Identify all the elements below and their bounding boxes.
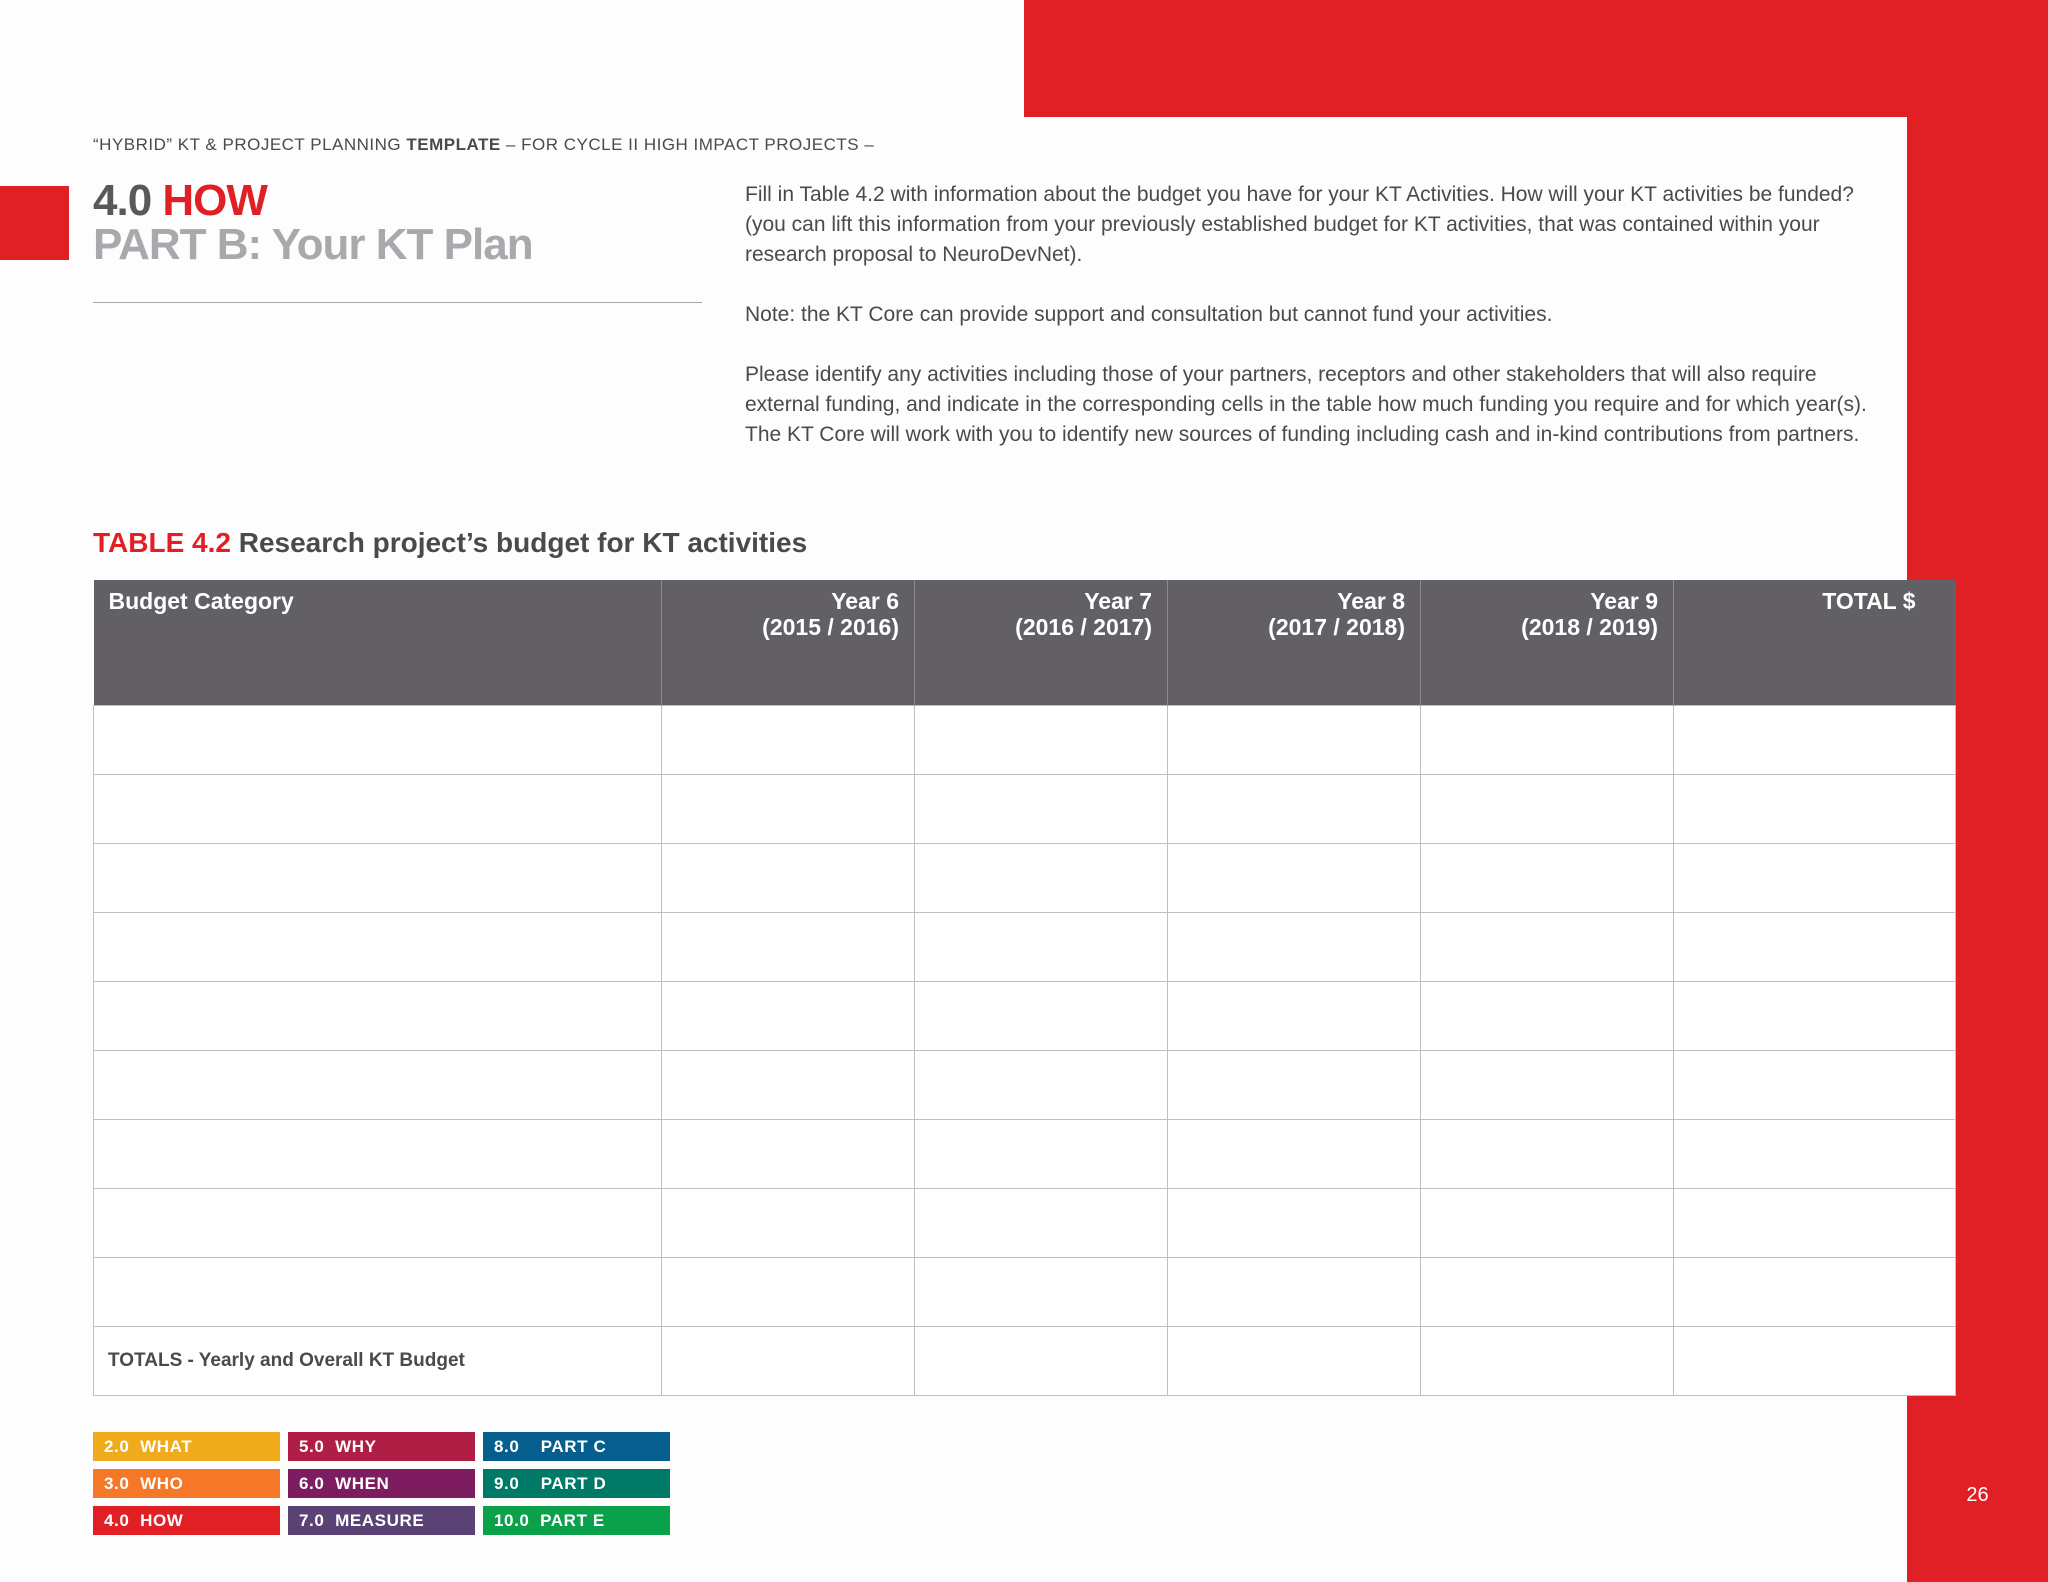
running-header-suffix: – FOR CYCLE II HIGH IMPACT PROJECTS – <box>500 135 875 154</box>
total-cell[interactable] <box>1674 981 1956 1050</box>
nav-what-button[interactable]: 2.0 WHAT <box>93 1432 280 1461</box>
table-body <box>94 705 1956 1395</box>
year-8-cell[interactable] <box>1168 1188 1421 1257</box>
total-cell[interactable] <box>1674 1050 1956 1119</box>
total-cell[interactable] <box>1674 1188 1956 1257</box>
header-line: (2018 / 2019) <box>1521 614 1658 640</box>
totals-row <box>94 1326 1956 1395</box>
year-8-cell[interactable] <box>1168 1050 1421 1119</box>
section-number: 4.0 <box>93 176 152 225</box>
budget-category-cell[interactable] <box>94 774 662 843</box>
total-cell[interactable] <box>1674 912 1956 981</box>
budget-category-cell[interactable] <box>94 1050 662 1119</box>
total-cell[interactable] <box>1674 1119 1956 1188</box>
year-9-cell[interactable] <box>1421 705 1674 774</box>
year-7-cell[interactable] <box>915 774 1168 843</box>
table-row <box>94 1050 1956 1119</box>
year-6-cell[interactable] <box>662 1050 915 1119</box>
table-row <box>94 1257 1956 1326</box>
header-line: (2015 / 2016) <box>762 614 899 640</box>
total-cell-year-9[interactable] <box>1421 1326 1674 1395</box>
section-marker <box>0 186 69 260</box>
section-title <box>93 176 267 226</box>
table-row <box>94 774 1956 843</box>
year-6-cell[interactable] <box>662 774 915 843</box>
header-line: (2017 / 2018) <box>1268 614 1405 640</box>
budget-category-cell[interactable] <box>94 705 662 774</box>
year-9-cell[interactable] <box>1421 1188 1674 1257</box>
table-row <box>94 981 1956 1050</box>
budget-category-cell[interactable] <box>94 981 662 1050</box>
year-7-cell[interactable] <box>915 1188 1168 1257</box>
nav-when-button[interactable]: 6.0 WHEN <box>288 1469 475 1498</box>
section-name: HOW <box>162 176 267 225</box>
year-7-cell[interactable] <box>915 1050 1168 1119</box>
intro-paragraph-3: Please identify any activities including those of your partners, receptors and other stakeholders that will also require external funding, and indicate in the corresponding cells in the table how much funding you require and for which year(s). The KT Core will work with you to identify new sources of funding including cash and in-kind contributions from partners. <box>745 363 1867 446</box>
total-cell-year-8[interactable] <box>1168 1326 1421 1395</box>
year-7-cell[interactable] <box>915 912 1168 981</box>
year-9-cell[interactable] <box>1421 981 1674 1050</box>
table-row <box>94 912 1956 981</box>
running-header-prefix: “HYBRID” KT & PROJECT PLANNING <box>93 135 407 154</box>
year-7-cell[interactable] <box>915 705 1168 774</box>
nav-part-c-button[interactable]: 8.0 PART C <box>483 1432 670 1461</box>
running-header-bold: TEMPLATE <box>406 135 501 154</box>
year-6-cell[interactable] <box>662 981 915 1050</box>
table-header-row <box>94 580 1956 705</box>
budget-category-cell[interactable] <box>94 1119 662 1188</box>
year-6-cell[interactable] <box>662 843 915 912</box>
table-caption <box>93 527 807 559</box>
nav-measure-button[interactable]: 7.0 MEASURE <box>288 1506 475 1535</box>
header-line: Year 9 <box>1590 588 1658 614</box>
nav-part-d-button[interactable]: 9.0 PART D <box>483 1469 670 1498</box>
total-cell-year-7[interactable] <box>915 1326 1168 1395</box>
year-8-cell[interactable] <box>1168 705 1421 774</box>
intro-paragraph-2: Note: the KT Core can provide support and consultation but cannot fund your activities. <box>745 303 1553 326</box>
total-cell-overall[interactable] <box>1674 1326 1956 1395</box>
budget-table <box>93 580 1956 1396</box>
budget-category-cell[interactable] <box>94 1257 662 1326</box>
year-8-cell[interactable] <box>1168 843 1421 912</box>
year-8-cell[interactable] <box>1168 774 1421 843</box>
header-line: Year 6 <box>831 588 899 614</box>
table-label: TABLE 4.2 <box>93 527 231 558</box>
header-line: Year 7 <box>1084 588 1152 614</box>
year-9-cell[interactable] <box>1421 1119 1674 1188</box>
table-caption-text: Research project’s budget for KT activities <box>230 527 808 558</box>
year-7-cell[interactable] <box>915 1119 1168 1188</box>
year-8-cell[interactable] <box>1168 981 1421 1050</box>
table-row <box>94 843 1956 912</box>
header-year-7 <box>915 580 1168 705</box>
header-line: Budget Category <box>108 588 294 614</box>
header-line: TOTAL $ <box>1822 588 1916 614</box>
year-6-cell[interactable] <box>662 1257 915 1326</box>
title-divider <box>93 302 702 303</box>
year-9-cell[interactable] <box>1421 912 1674 981</box>
table-row <box>94 705 1956 774</box>
year-6-cell[interactable] <box>662 705 915 774</box>
year-6-cell[interactable] <box>662 1188 915 1257</box>
header-year-9 <box>1421 580 1674 705</box>
budget-category-cell[interactable] <box>94 843 662 912</box>
nav-who-button[interactable]: 3.0 WHO <box>93 1469 280 1498</box>
year-6-cell[interactable] <box>662 912 915 981</box>
table-row <box>94 1119 1956 1188</box>
running-header <box>93 135 874 155</box>
header-budget-category <box>94 580 662 705</box>
year-6-cell[interactable] <box>662 1119 915 1188</box>
year-9-cell[interactable] <box>1421 1050 1674 1119</box>
total-cell[interactable] <box>1674 1257 1956 1326</box>
section-subtitle: PART B: Your KT Plan <box>93 220 533 269</box>
total-cell-year-6[interactable] <box>662 1326 915 1395</box>
intro-paragraph-1: Fill in Table 4.2 with information about the budget you have for your KT Activities. How will your KT activities be funded? (you can lift this information from your previously established budget for KT activities, that was contained within your research proposal to NeuroDevNet). <box>745 183 1854 266</box>
table-row <box>94 1188 1956 1257</box>
year-7-cell[interactable] <box>915 981 1168 1050</box>
header-total <box>1674 580 1956 705</box>
red-top-banner <box>1024 0 2048 117</box>
total-cell[interactable] <box>1674 705 1956 774</box>
nav-how-button[interactable]: 4.0 HOW <box>93 1506 280 1535</box>
page-number: 26 <box>1966 1484 1989 1506</box>
header-line: Year 8 <box>1337 588 1405 614</box>
year-7-cell[interactable] <box>915 843 1168 912</box>
nav-why-button[interactable]: 5.0 WHY <box>288 1432 475 1461</box>
header-year-8 <box>1168 580 1421 705</box>
totals-label: TOTALS - Yearly and Overall KT Budget <box>94 1326 662 1395</box>
total-cell[interactable] <box>1674 774 1956 843</box>
intro-text <box>745 180 1875 480</box>
budget-category-cell[interactable] <box>94 912 662 981</box>
nav-part-e-button[interactable]: 10.0 PART E <box>483 1506 670 1535</box>
year-9-cell[interactable] <box>1421 843 1674 912</box>
budget-category-cell[interactable] <box>94 1188 662 1257</box>
year-7-cell[interactable] <box>915 1257 1168 1326</box>
year-8-cell[interactable] <box>1168 1119 1421 1188</box>
year-8-cell[interactable] <box>1168 1257 1421 1326</box>
header-year-6 <box>662 580 915 705</box>
year-8-cell[interactable] <box>1168 912 1421 981</box>
year-9-cell[interactable] <box>1421 1257 1674 1326</box>
year-9-cell[interactable] <box>1421 774 1674 843</box>
total-cell[interactable] <box>1674 843 1956 912</box>
header-line: (2016 / 2017) <box>1015 614 1152 640</box>
